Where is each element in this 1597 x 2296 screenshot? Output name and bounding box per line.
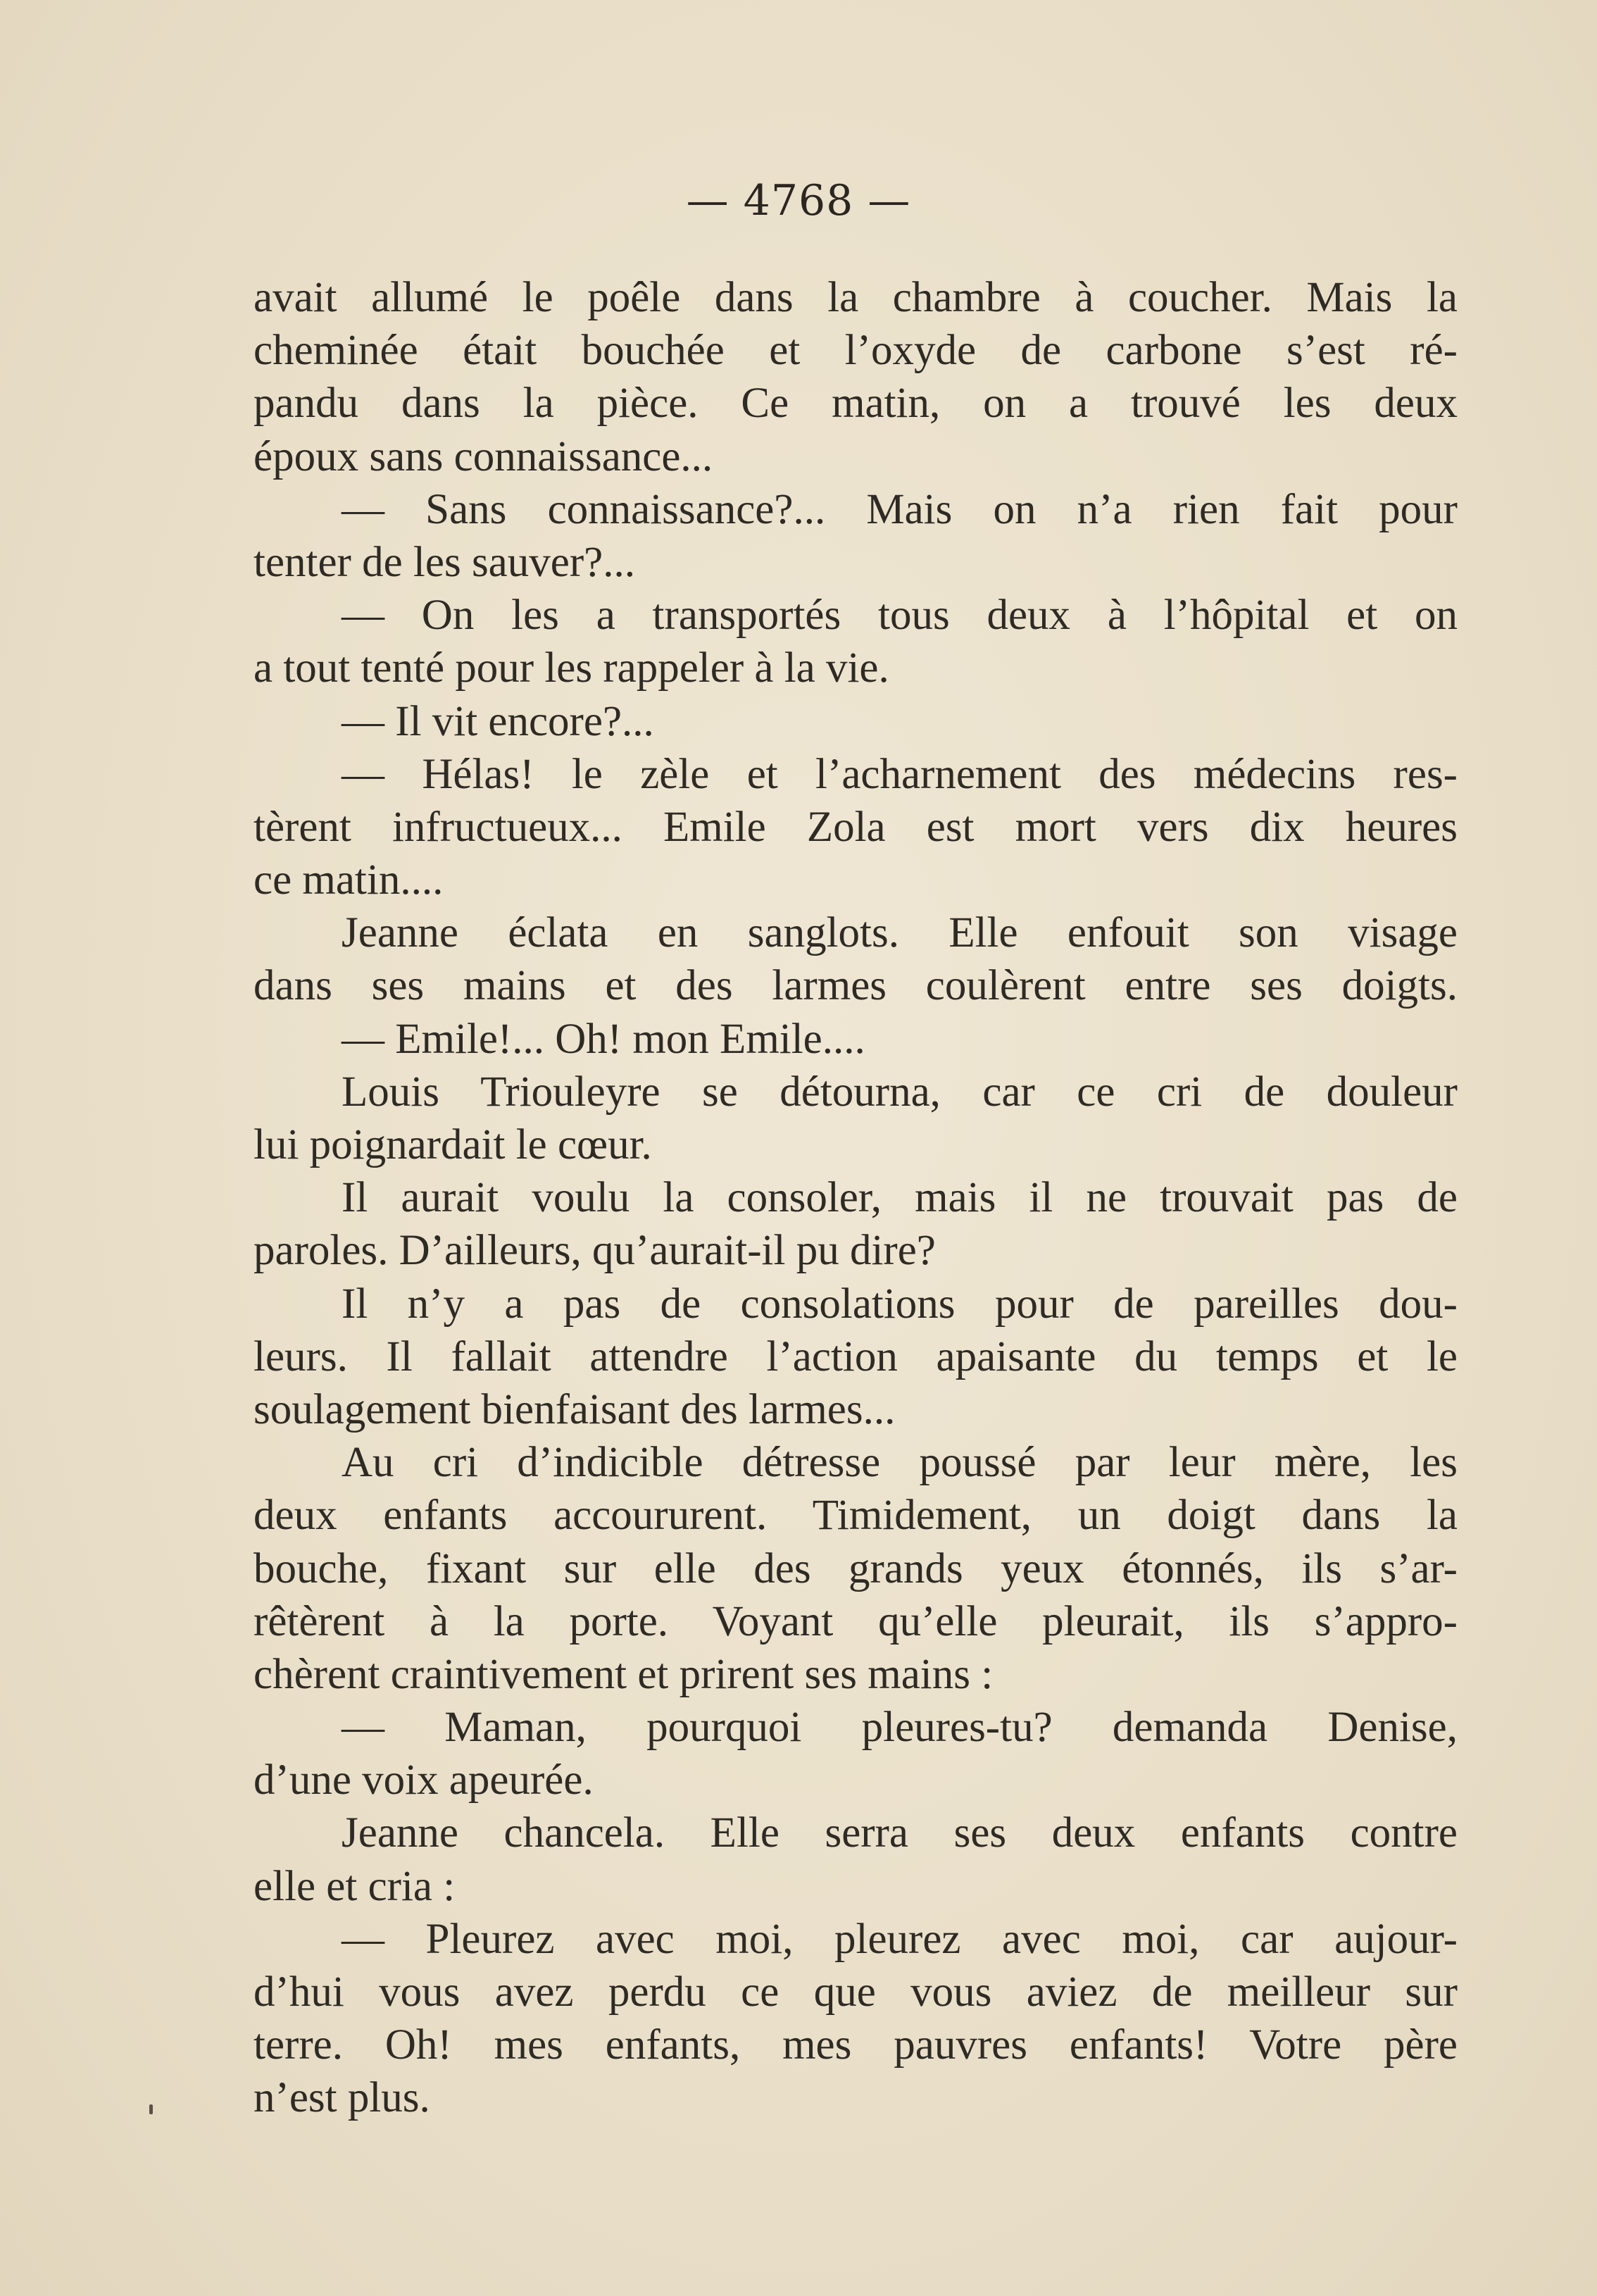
text-line: elle et cria : (253, 1862, 456, 1910)
text-line: d’une voix apeurée. (253, 1757, 594, 1804)
text-line: deux enfants accoururent. Timidement, un doigt dans la (253, 1492, 1458, 1540)
text-line: Jeanne éclata en sanglots. Elle enfouit son visage (342, 909, 1458, 957)
text-line: bouche, fixant sur elle des grands yeux étonnés, ils s’ar- (253, 1545, 1458, 1592)
text-line: a tout tenté pour les rappeler à la vie. (253, 644, 889, 692)
text-line: cheminée était bouchée et l’oxyde de carbone s’est ré- (253, 327, 1458, 375)
page-number: — 4768 — (686, 176, 911, 225)
text-line: chèrent craintivement et prirent ses mains : (253, 1650, 994, 1698)
text-line: époux sans connaissance... (253, 432, 713, 480)
text-line: dans ses mains et des larmes coulèrent entre ses doigts. (253, 962, 1458, 1010)
text-line: ce matin.... (253, 856, 444, 904)
text-line: Il aurait voulu la consoler, mais il ne trouvait pas de (342, 1174, 1458, 1222)
text-line: — Emile!... Oh! mon Emile.... (342, 1015, 865, 1063)
text-line: Jeanne chancela. Elle serra ses deux enfants contre (342, 1809, 1458, 1857)
text-line: avait allumé le poêle dans la chambre à coucher. Mais la (253, 274, 1458, 321)
text-line: leurs. Il fallait attendre l’action apaisante du temps et le (253, 1333, 1458, 1380)
text-line: terre. Oh! mes enfants, mes pauvres enfants! Votre père (253, 2021, 1458, 2069)
text-line: — Pleurez avec moi, pleurez avec moi, car aujour- (342, 1915, 1458, 1963)
text-line: Au cri d’indicible détresse poussé par leur mère, les (342, 1439, 1458, 1487)
text-line: soulagement bienfaisant des larmes... (253, 1385, 896, 1433)
paper-speck (149, 2104, 153, 2114)
text-line: — Hélas! le zèle et l’acharnement des médecins res- (342, 750, 1458, 798)
text-line: — Maman, pourquoi pleures-tu? demanda Denise, (342, 1704, 1458, 1752)
text-line: — On les a transportés tous deux à l’hôpital et on (342, 592, 1458, 639)
body-text (253, 271, 1458, 2125)
text-line: tenter de les sauver?... (253, 538, 635, 586)
text-line: — Sans connaissance?... Mais on n’a rien fait pour (342, 485, 1458, 533)
text-line: Louis Triouleyre se détourna, car ce cri de douleur (342, 1068, 1458, 1116)
text-line: rêtèrent à la porte. Voyant qu’elle pleurait, ils s’appro- (253, 1597, 1458, 1645)
text-line: pandu dans la pièce. Ce matin, on a trouvé les deux (253, 380, 1458, 428)
text-line: d’hui vous avez perdu ce que vous aviez de meilleur sur (253, 1969, 1458, 2016)
text-line: — Il vit encore?... (342, 697, 654, 745)
text-line: n’est plus. (253, 2074, 430, 2122)
text-line: lui poignardait le cœur. (253, 1121, 652, 1168)
text-line: Il n’y a pas de consolations pour de pareilles dou- (342, 1280, 1458, 1328)
text-line: tèrent infructueux... Emile Zola est mort vers dix heures (253, 803, 1458, 851)
text-line: paroles. D’ailleurs, qu’aurait-il pu dire? (253, 1227, 936, 1275)
